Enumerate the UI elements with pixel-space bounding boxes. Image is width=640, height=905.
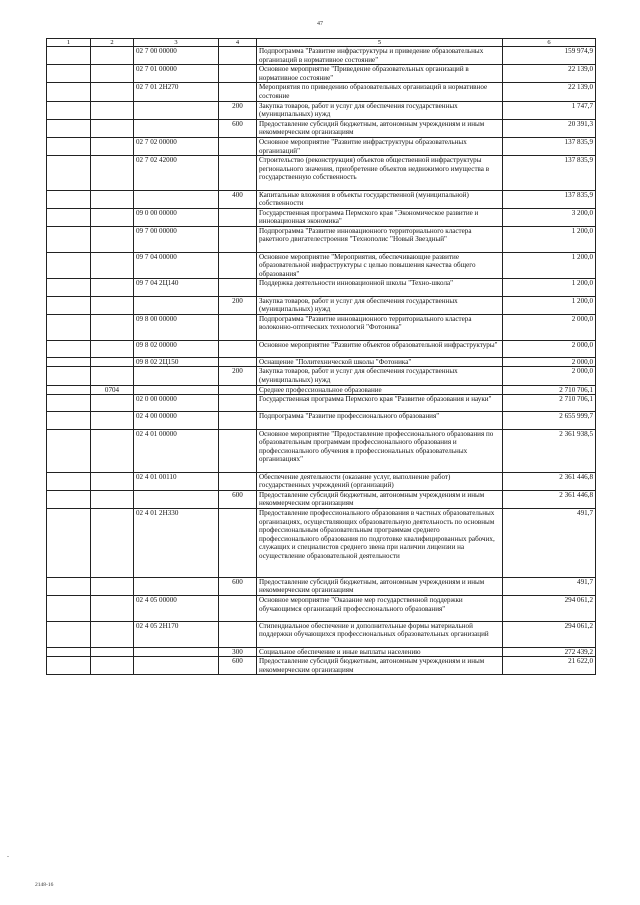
- cell-code: [47, 472, 91, 490]
- table-row: [47, 621, 596, 647]
- cell-amount: 159 974,9: [503, 47, 596, 65]
- page-number: 47: [317, 21, 323, 27]
- cell-amount: 491,7: [503, 577, 596, 595]
- cell-code: [47, 101, 91, 119]
- cell-name: Основное мероприятие "Оказание мер государственной поддержки обучающимся организаций профессионального образования": [257, 595, 503, 621]
- col-header-1: 1: [47, 39, 91, 47]
- cell-expense-type: 600: [219, 577, 257, 595]
- cell-amount: 1 200,0: [503, 296, 596, 314]
- cell-target-article: 02 7 01 00000: [134, 65, 219, 83]
- cell-name: Оснащение "Политехнической школы "Фотоника": [257, 357, 503, 367]
- cell-amount: 22 139,0: [503, 65, 596, 83]
- cell-section: [91, 47, 134, 65]
- cell-code: [47, 429, 91, 472]
- cell-target-article: 09 8 02 2Ц150: [134, 357, 219, 367]
- cell-code: [47, 508, 91, 577]
- cell-section: [91, 340, 134, 357]
- cell-section: [91, 65, 134, 83]
- cell-section: [91, 119, 134, 137]
- col-header-6: 6: [503, 39, 596, 47]
- cell-section: [91, 156, 134, 190]
- cell-name: Основное мероприятие "Приведение образовательных организаций в нормативное состояние": [257, 65, 503, 83]
- cell-amount: 1 200,0: [503, 252, 596, 279]
- cell-code: [47, 156, 91, 190]
- table-row: [47, 595, 596, 621]
- cell-target-article: [134, 647, 219, 657]
- cell-name: Предоставление субсидий бюджетным, автономным учреждениям и иным некоммерческим организациям: [257, 119, 503, 137]
- table-row: [47, 367, 596, 385]
- cell-name: Стипендиальное обеспечение и дополнительные формы материальной поддержки обучающихся профессиональных образовательных организаций: [257, 621, 503, 647]
- cell-amount: 3 200,0: [503, 208, 596, 226]
- cell-amount: 2 000,0: [503, 340, 596, 357]
- budget-table: [46, 38, 596, 675]
- cell-name: Основное мероприятие "Развитие объектов образовательной инфраструктуры": [257, 340, 503, 357]
- stray-mark: -: [7, 854, 9, 860]
- table-row: [47, 490, 596, 508]
- cell-target-article: 09 0 00 00000: [134, 208, 219, 226]
- cell-section: [91, 577, 134, 595]
- cell-section: [91, 595, 134, 621]
- cell-code: [47, 208, 91, 226]
- table-row: [47, 156, 596, 190]
- cell-amount: 1 200,0: [503, 226, 596, 252]
- cell-name: Основное мероприятие "Предоставление профессионального образования по образовательным программам профессионального образования и профессионального обучения в профессиональных образовательных организациях": [257, 429, 503, 472]
- table-row: [47, 252, 596, 279]
- cell-section: 0704: [91, 385, 134, 395]
- cell-expense-type: 600: [219, 119, 257, 137]
- cell-code: [47, 657, 91, 675]
- cell-amount: 2 655 999,7: [503, 412, 596, 429]
- cell-name: Предоставление субсидий бюджетным, автономным учреждениям и иным некоммерческим организациям: [257, 657, 503, 675]
- table-row: [47, 101, 596, 119]
- cell-name: Основное мероприятие "Развитие инфраструктуры образовательных организаций": [257, 137, 503, 155]
- cell-code: [47, 395, 91, 412]
- cell-amount: 2 710 706,1: [503, 395, 596, 412]
- cell-name: Государственная программа Пермского края "Экономическое развитие и инновационная экономика": [257, 208, 503, 226]
- cell-target-article: 09 8 02 00000: [134, 340, 219, 357]
- cell-target-article: [134, 190, 219, 208]
- cell-section: [91, 412, 134, 429]
- cell-expense-type: 600: [219, 490, 257, 508]
- table-row: [47, 412, 596, 429]
- cell-target-article: 02 7 02 42000: [134, 156, 219, 190]
- cell-target-article: [134, 119, 219, 137]
- cell-expense-type: [219, 412, 257, 429]
- cell-target-article: 09 7 04 00000: [134, 252, 219, 279]
- cell-section: [91, 226, 134, 252]
- cell-target-article: 02 7 02 00000: [134, 137, 219, 155]
- cell-section: [91, 367, 134, 385]
- table-row: [47, 190, 596, 208]
- cell-name: Капитальные вложения в объекты государственной (муниципальной) собственности: [257, 190, 503, 208]
- cell-expense-type: [219, 395, 257, 412]
- cell-expense-type: 400: [219, 190, 257, 208]
- col-header-5: 5: [257, 39, 503, 47]
- cell-target-article: 09 8 00 00000: [134, 314, 219, 340]
- cell-target-article: 02 4 01 00110: [134, 472, 219, 490]
- cell-expense-type: [219, 314, 257, 340]
- cell-name: Строительство (реконструкция) объектов общественной инфраструктуры регионального значения, приобретение объектов недвижимого имущества в государственную собственность: [257, 156, 503, 190]
- cell-target-article: 02 4 01 00000: [134, 429, 219, 472]
- cell-target-article: [134, 101, 219, 119]
- col-header-2: 2: [91, 39, 134, 47]
- cell-target-article: [134, 577, 219, 595]
- cell-expense-type: [219, 472, 257, 490]
- cell-section: [91, 395, 134, 412]
- cell-expense-type: [219, 252, 257, 279]
- cell-name: Подпрограмма "Развитие инновационного территориального кластера волоконно-оптических технологий "Фотоника": [257, 314, 503, 340]
- cell-amount: 491,7: [503, 508, 596, 577]
- cell-amount: 2 361 446,8: [503, 490, 596, 508]
- cell-expense-type: [219, 357, 257, 367]
- cell-section: [91, 647, 134, 657]
- table-row: [47, 83, 596, 101]
- cell-section: [91, 190, 134, 208]
- cell-amount: 1 200,0: [503, 279, 596, 296]
- cell-amount: 1 747,7: [503, 101, 596, 119]
- cell-name: Социальное обеспечение и иные выплаты населению: [257, 647, 503, 657]
- cell-section: [91, 508, 134, 577]
- cell-amount: 21 622,0: [503, 657, 596, 675]
- cell-section: [91, 490, 134, 508]
- cell-expense-type: 600: [219, 657, 257, 675]
- table-row: [47, 208, 596, 226]
- table-row: [47, 47, 596, 65]
- cell-target-article: 02 0 00 00000: [134, 395, 219, 412]
- cell-amount: 272 439,2: [503, 647, 596, 657]
- cell-amount: 2 000,0: [503, 314, 596, 340]
- cell-name: Закупка товаров, работ и услуг для обеспечения государственных (муниципальных) нужд: [257, 101, 503, 119]
- cell-target-article: 02 4 00 00000: [134, 412, 219, 429]
- cell-code: [47, 296, 91, 314]
- cell-code: [47, 83, 91, 101]
- cell-expense-type: [219, 621, 257, 647]
- cell-name: Предоставление субсидий бюджетным, автономным учреждениям и иным некоммерческим организациям: [257, 577, 503, 595]
- cell-target-article: [134, 490, 219, 508]
- cell-code: [47, 490, 91, 508]
- table-row: [47, 429, 596, 472]
- cell-section: [91, 279, 134, 296]
- cell-expense-type: 300: [219, 647, 257, 657]
- cell-section: [91, 296, 134, 314]
- cell-expense-type: [219, 47, 257, 65]
- cell-amount: 137 835,9: [503, 156, 596, 190]
- cell-code: [47, 119, 91, 137]
- cell-target-article: [134, 296, 219, 314]
- cell-name: Мероприятия по приведению образовательных организаций в нормативное состояние: [257, 83, 503, 101]
- cell-expense-type: 200: [219, 367, 257, 385]
- cell-code: [47, 65, 91, 83]
- footer-code: 2148-16: [35, 882, 54, 888]
- cell-expense-type: [219, 226, 257, 252]
- cell-name: Основное мероприятие "Мероприятия, обеспечивающие развитие образовательной инфраструктуры с целью повышения качества общего образования": [257, 252, 503, 279]
- cell-name: Подпрограмма "Развитие инновационного территориального кластера ракетного двигателестроения "Технополис "Новый Звездный": [257, 226, 503, 252]
- table-body: [47, 47, 596, 675]
- cell-name: Закупка товаров, работ и услуг для обеспечения государственных (муниципальных) нужд: [257, 296, 503, 314]
- cell-name: Обеспечение деятельности (оказание услуг, выполнение работ) государственных учреждений (организаций): [257, 472, 503, 490]
- cell-amount: 294 061,2: [503, 595, 596, 621]
- cell-section: [91, 137, 134, 155]
- table-row: [47, 314, 596, 340]
- table-row: [47, 647, 596, 657]
- cell-code: [47, 647, 91, 657]
- cell-expense-type: [219, 156, 257, 190]
- table-row: [47, 357, 596, 367]
- table-row: [47, 472, 596, 490]
- cell-expense-type: [219, 65, 257, 83]
- cell-amount: 2 361 938,5: [503, 429, 596, 472]
- cell-code: [47, 595, 91, 621]
- cell-expense-type: 200: [219, 296, 257, 314]
- cell-amount: 137 835,9: [503, 137, 596, 155]
- cell-amount: 22 139,0: [503, 83, 596, 101]
- cell-target-article: 02 4 05 2Н170: [134, 621, 219, 647]
- cell-expense-type: [219, 595, 257, 621]
- cell-amount: 294 061,2: [503, 621, 596, 647]
- table-row: [47, 657, 596, 675]
- cell-code: [47, 314, 91, 340]
- cell-section: [91, 83, 134, 101]
- cell-name: Подпрограмма "Развитие инфраструктуры и приведение образовательных организаций в нормативное состояние": [257, 47, 503, 65]
- table-row: [47, 395, 596, 412]
- cell-expense-type: 200: [219, 101, 257, 119]
- cell-target-article: 02 7 00 00000: [134, 47, 219, 65]
- table-row: [47, 226, 596, 252]
- cell-name: Предоставление субсидий бюджетным, автономным учреждениям и иным некоммерческим организациям: [257, 490, 503, 508]
- cell-target-article: 09 7 00 00000: [134, 226, 219, 252]
- col-header-3: 3: [134, 39, 219, 47]
- cell-target-article: [134, 657, 219, 675]
- cell-amount: 2 000,0: [503, 357, 596, 367]
- cell-name: Поддержка деятельности инновационной школы "Техно-школа": [257, 279, 503, 296]
- cell-name: Среднее профессиональное образование: [257, 385, 503, 395]
- cell-amount: 2 361 446,8: [503, 472, 596, 490]
- cell-amount: 2 000,0: [503, 367, 596, 385]
- cell-expense-type: [219, 279, 257, 296]
- cell-amount: 20 391,3: [503, 119, 596, 137]
- cell-code: [47, 252, 91, 279]
- table-row: [47, 577, 596, 595]
- cell-code: [47, 577, 91, 595]
- cell-section: [91, 252, 134, 279]
- cell-target-article: 09 7 04 2Ц140: [134, 279, 219, 296]
- cell-section: [91, 101, 134, 119]
- table-row: [47, 340, 596, 357]
- cell-section: [91, 208, 134, 226]
- cell-code: [47, 137, 91, 155]
- cell-expense-type: [219, 508, 257, 577]
- cell-code: [47, 226, 91, 252]
- cell-code: [47, 385, 91, 395]
- cell-section: [91, 472, 134, 490]
- cell-code: [47, 412, 91, 429]
- table-row: [47, 65, 596, 83]
- cell-name: Закупка товаров, работ и услуг для обеспечения государственных (муниципальных) нужд: [257, 367, 503, 385]
- cell-code: [47, 190, 91, 208]
- col-header-4: 4: [219, 39, 257, 47]
- cell-code: [47, 279, 91, 296]
- cell-name: Подпрограмма "Развитие профессионального образования": [257, 412, 503, 429]
- table-row: [47, 119, 596, 137]
- cell-section: [91, 621, 134, 647]
- cell-code: [47, 340, 91, 357]
- table-row: [47, 137, 596, 155]
- cell-expense-type: [219, 340, 257, 357]
- cell-expense-type: [219, 137, 257, 155]
- cell-expense-type: [219, 208, 257, 226]
- table-row: [47, 279, 596, 296]
- cell-section: [91, 314, 134, 340]
- header-row: [47, 39, 596, 47]
- cell-target-article: 02 4 05 00000: [134, 595, 219, 621]
- cell-amount: 137 835,9: [503, 190, 596, 208]
- table-row: [47, 508, 596, 577]
- cell-expense-type: [219, 429, 257, 472]
- cell-code: [47, 367, 91, 385]
- cell-section: [91, 357, 134, 367]
- cell-amount: 2 710 706,1: [503, 385, 596, 395]
- cell-name: Государственная программа Пермского края "Развитие образования и науки": [257, 395, 503, 412]
- table-row: [47, 385, 596, 395]
- table-row: [47, 296, 596, 314]
- cell-expense-type: [219, 385, 257, 395]
- cell-code: [47, 621, 91, 647]
- cell-code: [47, 47, 91, 65]
- cell-target-article: 02 7 01 2Н270: [134, 83, 219, 101]
- cell-target-article: [134, 367, 219, 385]
- cell-expense-type: [219, 83, 257, 101]
- cell-target-article: 02 4 01 2Н330: [134, 508, 219, 577]
- cell-code: [47, 357, 91, 367]
- cell-name: Предоставление профессионального образования в частных образовательных организациях, осуществляющих образовательную деятельность по основным профессиональным образовательным программам среднего профессионального образования по подготовке квалифицированных рабочих, служащих и специалистов среднего звена при наличии лицензии на осуществление образовательной деятельности: [257, 508, 503, 577]
- cell-section: [91, 657, 134, 675]
- cell-section: [91, 429, 134, 472]
- cell-target-article: [134, 385, 219, 395]
